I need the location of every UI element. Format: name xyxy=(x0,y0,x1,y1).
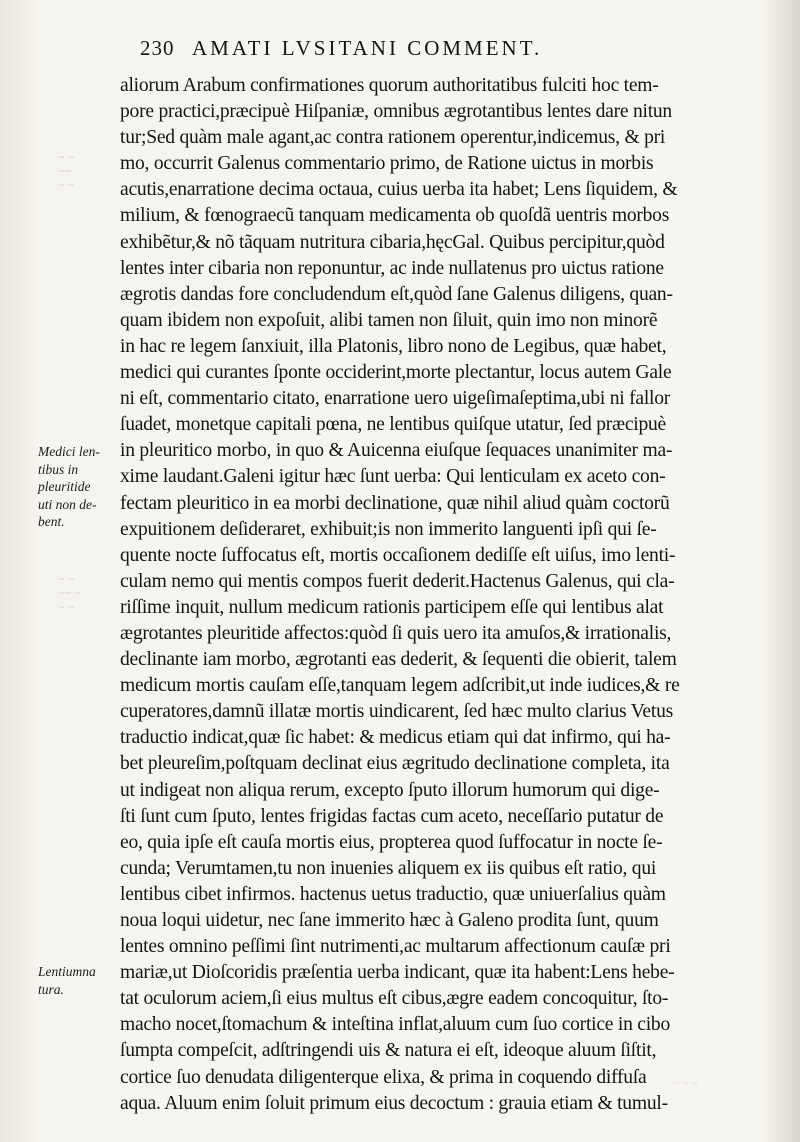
text-line: tur;Sed quàm male agant,ac contra rationem operentur,indicemus, & pri xyxy=(120,127,666,149)
text-line: ſti ſunt cum ſputo, lentes frigidas factas cum aceto, neceſſario putatur de xyxy=(120,805,664,827)
show-through-marks: ~ ~ ~ xyxy=(672,1076,698,1090)
margin-note-line: pleuritide xyxy=(38,479,91,494)
text-line: mariæ,ut Dioſcoridis præſentia uerba indicant, quæ ita habent:Lens hebe- xyxy=(120,962,675,984)
text-line: eo, quia ipſe eſt cauſa mortis eius, propterea quod ſuffocatur in nocte ſe- xyxy=(120,831,663,853)
text-line: mo, occurrit Galenus commentario primo, de Ratione uictus in morbis xyxy=(120,153,654,175)
text-line: lentibus cibet infirmos. hactenus uetus traductio, quæ uniuerſalius quàm xyxy=(120,883,666,905)
text-line: macho nocet,ſtomachum & inteſtina inflat,aluum cum ſuo cortice in cibo xyxy=(120,1014,671,1036)
text-line: declinante iam morbo, ægrotanti eas dederit, & ſequenti die obierit, talem xyxy=(120,649,677,671)
running-head xyxy=(140,36,780,70)
text-line: lentes inter cibaria non reponuntur, ac inde nullatenus pro uictus ratione xyxy=(120,257,664,279)
text-line: xime laudant.Galeni igitur hæc ſunt uerba: Qui lenticulam ex aceto con- xyxy=(120,466,666,488)
text-line: quente nocte ſuffocatus eſt, mortis occaſionem dediſſe eſt uiſus, imo lenti- xyxy=(120,544,676,566)
margin-note-1 xyxy=(38,443,122,531)
text-line: culam nemo qui mentis compos fuerit dederit.Hactenus Galenus, qui cla- xyxy=(120,570,675,592)
text-line: noua loqui uidetur, nec ſane immerito hæc à Galeno prodita ſunt, quum xyxy=(120,910,659,931)
text-line: medici qui curantes ſponte occiderint,morte plectantur, locus autem Gale xyxy=(120,362,672,384)
text-line: cuperatores,damnũ illatæ mortis uindicarent, ſed hæc multo clarius Vetus xyxy=(120,701,673,723)
text-line: medicum mortis cauſam eſſe,tanquam legem adſcribit,ut inde iudices,& re xyxy=(120,675,680,697)
text-line: aqua. Aluum enim ſoluit primum eius decoctum : grauia etiam & tumul- xyxy=(120,1092,668,1114)
margin-note-line: uti non de- xyxy=(38,496,97,512)
text-line: pore practici,præcipuè Hiſpaniæ, omnibus ægrotantibus lentes dare nitun xyxy=(120,101,672,123)
text-line: quam ibidem non expoſuit, alibi tamen non ſiluit, quin imo non minorẽ xyxy=(120,309,658,331)
text-line: ut indigeat non aliqua rerum, excepto ſputo illorum humorum qui dige- xyxy=(120,779,660,801)
margin-note-line: tura. xyxy=(38,981,64,997)
text-line: in hac re legem ſanxiuit, illa Platonis, libro nono de Legibus, quæ habet, xyxy=(120,335,667,357)
text-line: expuitionem deſideraret, exhibuit;is non immerito languenti ipſi qui ſe- xyxy=(120,518,657,540)
text-line: ſuadet, monetque capitali pœna, ne lentibus quiſque utatur, ſed præcipuè xyxy=(120,414,667,436)
text-line: riſſime inquit, nullum medicum rationis participem eſſe qui lentibus alat xyxy=(120,596,664,618)
text-line: acutis,enarratione decima octaua, cuius uerba ita habet; Lens ſiquidem, & xyxy=(120,179,678,201)
running-title: AMATI LVSITANI COMMENT. xyxy=(192,36,543,60)
text-line: aliorum Arabum confirmationes quorum authoritatibus fulciti hoc tem- xyxy=(120,75,659,96)
text-line: exhibẽtur,& nõ tãquam nutritura cibaria,hęcGal. Quibus percipitur,quòd xyxy=(120,231,665,253)
margin-note-line: Lentiumna xyxy=(38,964,96,979)
text-line: tat oculorum aciem,ſi eius multus eſt cibus,ægre eadem concoquitur, ſto- xyxy=(120,988,669,1010)
text-line: lentes omnino peſſimi ſint nutrimenti,ac multarum affectionum cauſæ pri xyxy=(120,936,671,958)
text-line: traductio indicat,quæ ſic habet: & medicus etiam qui dat infirmo, qui ha- xyxy=(120,727,671,749)
text-line: fectam pleuritico in ea morbi declinatione, quæ nihil aliud quàm coctorũ xyxy=(120,492,670,514)
text-line: ægrotis dandas fore concludendum eſt,quòd ſane Galenus diligens, quan- xyxy=(120,283,673,305)
text-line: in pleuritico morbo, in quo & Auicenna eiuſque ſequaces unanimiter ma- xyxy=(120,440,673,462)
text-line: cunda; Verumtamen,tu non inuenies aliquem ex iis quibus eſt ratio, qui xyxy=(120,857,657,879)
body-text xyxy=(120,73,770,1117)
text-line: ſumpta compeſcit, adſtringendi uis & natura ei eſt, ideoque aluum ſiſtit, xyxy=(120,1040,657,1062)
show-through-marks: ~ ~ ~~ ~ ~ ~ xyxy=(58,572,81,614)
text-line: ni eſt, commentario citato, enarratione uero uigeſimaſeptima,ubi ni fallor xyxy=(120,388,671,410)
margin-note-line: Medici len- xyxy=(38,444,100,459)
margin-note-2 xyxy=(38,963,122,998)
page-number: 230 xyxy=(140,36,175,60)
margin-note-line: tibus in xyxy=(38,461,79,477)
text-line: bet pleureſim,poſtquam declinat eius ægritudo declinatione completa, ita xyxy=(120,753,670,775)
margin-note-line: bent. xyxy=(38,514,65,529)
text-line: milium, & fœnograecũ tanquam medicamenta ob quoſdã uentris morbos xyxy=(120,205,670,227)
text-line: ægrotantes pleuritide affectos:quòd ſi quis uero ita amuſos,& irrationalis, xyxy=(120,622,672,644)
show-through-marks: ~ ~ ~~ ~ ~ xyxy=(58,150,74,192)
text-line: cortice ſuo denudata diligenterque elixa, & prima in coquendo diffuſa xyxy=(120,1066,647,1088)
